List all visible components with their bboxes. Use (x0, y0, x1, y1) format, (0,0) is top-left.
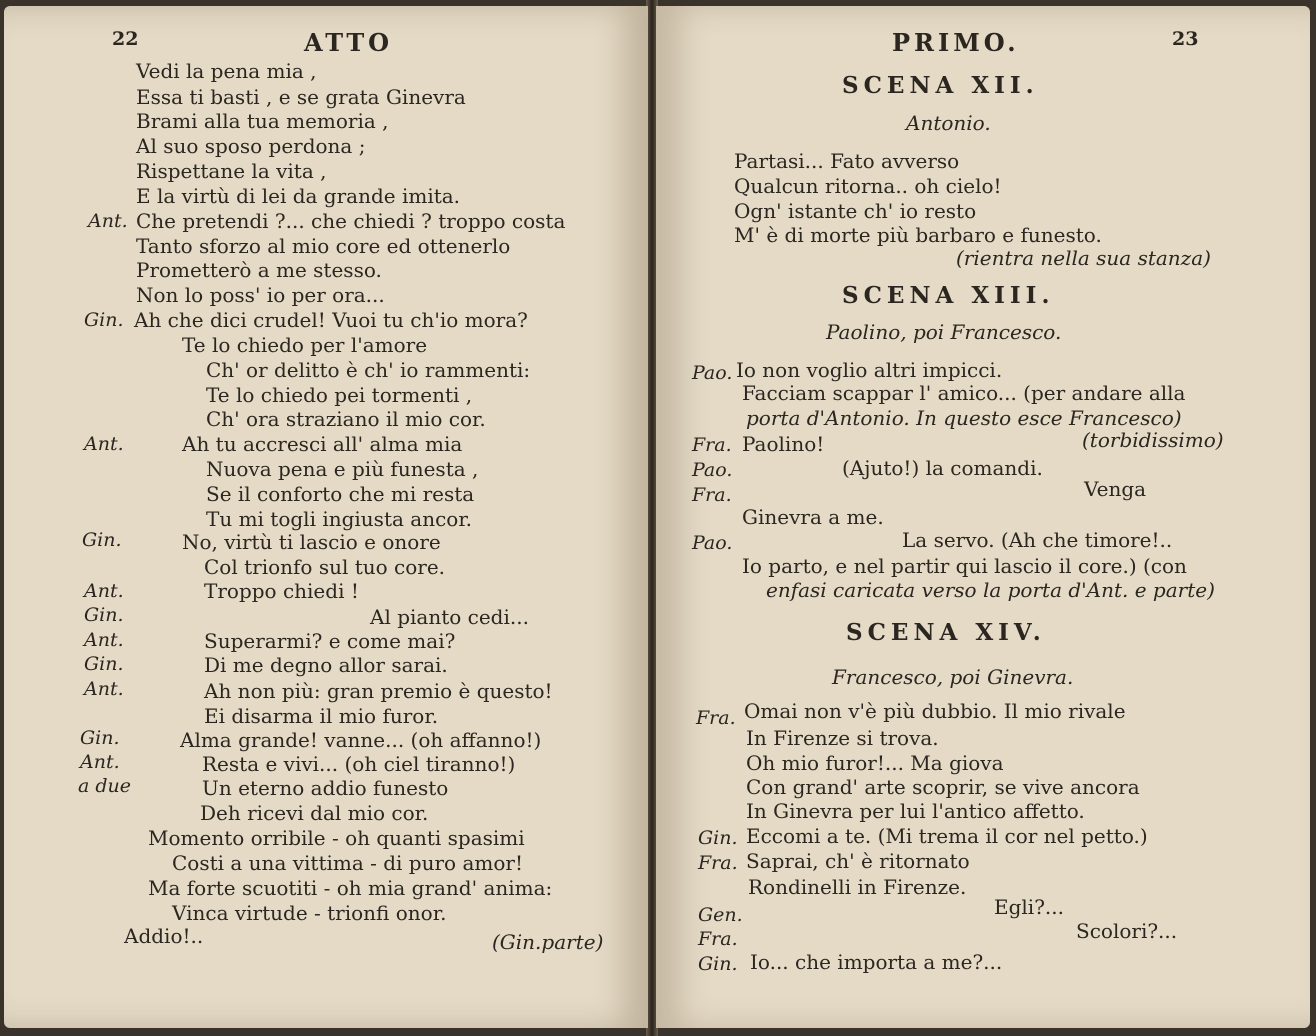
verse-line: Resta e vivi... (oh ciel tiranno!) (202, 752, 516, 776)
running-header-left: ATTO (304, 28, 394, 57)
verse-line: Te lo chiedo pei tormenti , (206, 383, 473, 407)
stage-direction: enfasi caricata verso la porta d'Ant. e parte) (766, 578, 1215, 602)
verse-line: Egli?... (994, 895, 1064, 919)
verse-line: In Firenze si trova. (746, 726, 939, 750)
verse-line: Col trionfo sul tuo core. (204, 555, 446, 579)
speaker-label: Fra. (692, 484, 732, 506)
scene-heading: SCENA XIII. (842, 282, 1055, 309)
speaker-label: a due (78, 775, 132, 797)
stage-direction: porta d'Antonio. In questo esce Francesco) (746, 406, 1182, 430)
speaker-label: Gin. (84, 604, 124, 626)
scene-heading: SCENA XII. (842, 72, 1039, 99)
verse-line: Un eterno addio funesto (202, 776, 449, 800)
verse-line: Ah non più: gran premio è questo! (204, 679, 553, 703)
verse-line: Non lo poss' io per ora... (136, 283, 385, 307)
verse-line: Alma grande! vanne... (oh affanno!) (180, 728, 542, 752)
right-page (656, 6, 1310, 1028)
stage-direction: (rientra nella sua stanza) (956, 246, 1211, 270)
speaker-label: Pao. (692, 362, 733, 384)
verse-line: Che pretendi ?... che chiedi ? troppo costa (136, 209, 566, 233)
verse-line: La servo. (Ah che timore!.. (902, 528, 1173, 552)
verse-line: Ma forte scuotiti - oh mia grand' anima: (148, 876, 553, 900)
speaker-label: Gin. (698, 953, 738, 975)
verse-line: Superarmi? e come mai? (204, 629, 456, 653)
verse-line: Costi a una vittima - di puro amor! (172, 851, 523, 875)
verse-line: Ch' ora straziano il mio cor. (206, 407, 486, 431)
speaker-label: Ant. (80, 751, 120, 773)
verse-line: Momento orribile - oh quanti spasimi (148, 826, 525, 850)
verse-line: Qualcun ritorna.. oh cielo! (734, 174, 1002, 198)
speaker-label: Gin. (84, 653, 124, 675)
verse-line: Ah che dici crudel! Vuoi tu ch'io mora? (134, 308, 528, 332)
speaker-label: Fra. (698, 852, 738, 874)
verse-line: Partasi... Fato avverso (734, 149, 960, 173)
verse-line: Io... che importa a me?... (750, 950, 1003, 974)
verse-line: Al suo sposo perdona ; (136, 134, 366, 158)
page-number-left: 22 (112, 28, 139, 50)
verse-line: Ch' or delitto è ch' io rammenti: (206, 358, 531, 382)
verse-line: Io non voglio altri impicci. (736, 358, 1003, 382)
verse-line: Deh ricevi dal mio cor. (200, 801, 429, 825)
verse-line: Io parto, e nel partir qui lascio il core.) (con (742, 554, 1187, 578)
running-header-right: PRIMO. (892, 28, 1020, 57)
speaker-label: Fra. (696, 707, 736, 729)
speaker-label: Gin. (84, 309, 124, 331)
verse-line: Te lo chiedo per l'amore (182, 333, 428, 357)
stage-direction: (torbidissimo) (1082, 428, 1224, 452)
verse-line: Ah tu accresci all' alma mia (182, 432, 463, 456)
verse-line: No, virtù ti lascio e onore (182, 530, 441, 554)
verse-line: Con grand' arte scoprir, se vive ancora (746, 775, 1140, 799)
scene-persons: Francesco, poi Ginevra. (832, 665, 1074, 689)
speaker-label: Pao. (692, 532, 733, 554)
verse-line: Troppo chiedi ! (204, 579, 359, 603)
verse-line: Oh mio furor!... Ma giova (746, 751, 1004, 775)
verse-line: M' è di morte più barbaro e funesto. (734, 223, 1102, 247)
verse-line: Ei disarma il mio furor. (204, 704, 439, 728)
speaker-label: Gin. (698, 827, 738, 849)
verse-line: Tu mi togli ingiusta ancor. (206, 507, 473, 531)
verse-line: Tanto sforzo al mio core ed ottenerlo (136, 234, 511, 258)
speaker-label: Gin. (82, 529, 122, 551)
speaker-label: Fra. (698, 928, 738, 950)
verse-line: Ginevra a me. (742, 505, 884, 529)
verse-line: E la virtù di lei da grande imita. (136, 184, 461, 208)
verse-line: Rondinelli in Firenze. (748, 875, 967, 899)
verse-line: Rispettane la vita , (136, 159, 327, 183)
speaker-label: Ant. (84, 580, 124, 602)
speaker-label: Ant. (84, 629, 124, 651)
verse-line: (Ajuto!) la comandi. (842, 456, 1043, 480)
verse-line: Saprai, ch' è ritornato (746, 849, 970, 873)
page-number-right: 23 (1172, 28, 1199, 50)
verse-line: In Ginevra per lui l'antico affetto. (746, 799, 1085, 823)
verse-line: Omai non v'è più dubbio. Il mio rivale (744, 699, 1126, 723)
verse-line: Di me degno allor sarai. (204, 653, 448, 677)
verse-line: Vinca virtude - trionfi onor. (172, 901, 447, 925)
speaker-label: Gin. (80, 727, 120, 749)
speaker-label: Ant. (88, 210, 128, 232)
scene-persons: Antonio. (906, 111, 991, 135)
stage-direction: (Gin.parte) (492, 930, 604, 954)
verse-line: Scolori?... (1076, 919, 1178, 943)
verse-line: Brami alla tua memoria , (136, 109, 389, 133)
verse-line: Al pianto cedi... (370, 605, 529, 629)
scene-heading: SCENA XIV. (846, 619, 1046, 646)
verse-line: Paolino! (742, 432, 825, 456)
verse-line: Vedi la pena mia , (136, 59, 317, 83)
left-page (4, 6, 648, 1028)
verse-line: Facciam scappar l' amico... (per andare alla (742, 381, 1186, 405)
verse-line: Eccomi a te. (Mi trema il cor nel petto.) (746, 824, 1148, 848)
speaker-label: Fra. (692, 434, 732, 456)
speaker-label: Gen. (698, 904, 743, 926)
verse-line: Nuova pena e più funesta , (206, 457, 479, 481)
verse-line: Se il conforto che mi resta (206, 482, 475, 506)
verse-line: Essa ti basti , e se grata Ginevra (136, 85, 466, 109)
verse-line: Prometterò a me stesso. (136, 258, 382, 282)
speaker-label: Ant. (84, 678, 124, 700)
scene-persons: Paolino, poi Francesco. (826, 320, 1062, 344)
verse-line: Venga (1084, 477, 1147, 501)
speaker-label: Pao. (692, 459, 733, 481)
verse-line: Addio!.. (124, 924, 204, 948)
verse-line: Ogn' istante ch' io resto (734, 199, 977, 223)
speaker-label: Ant. (84, 433, 124, 455)
